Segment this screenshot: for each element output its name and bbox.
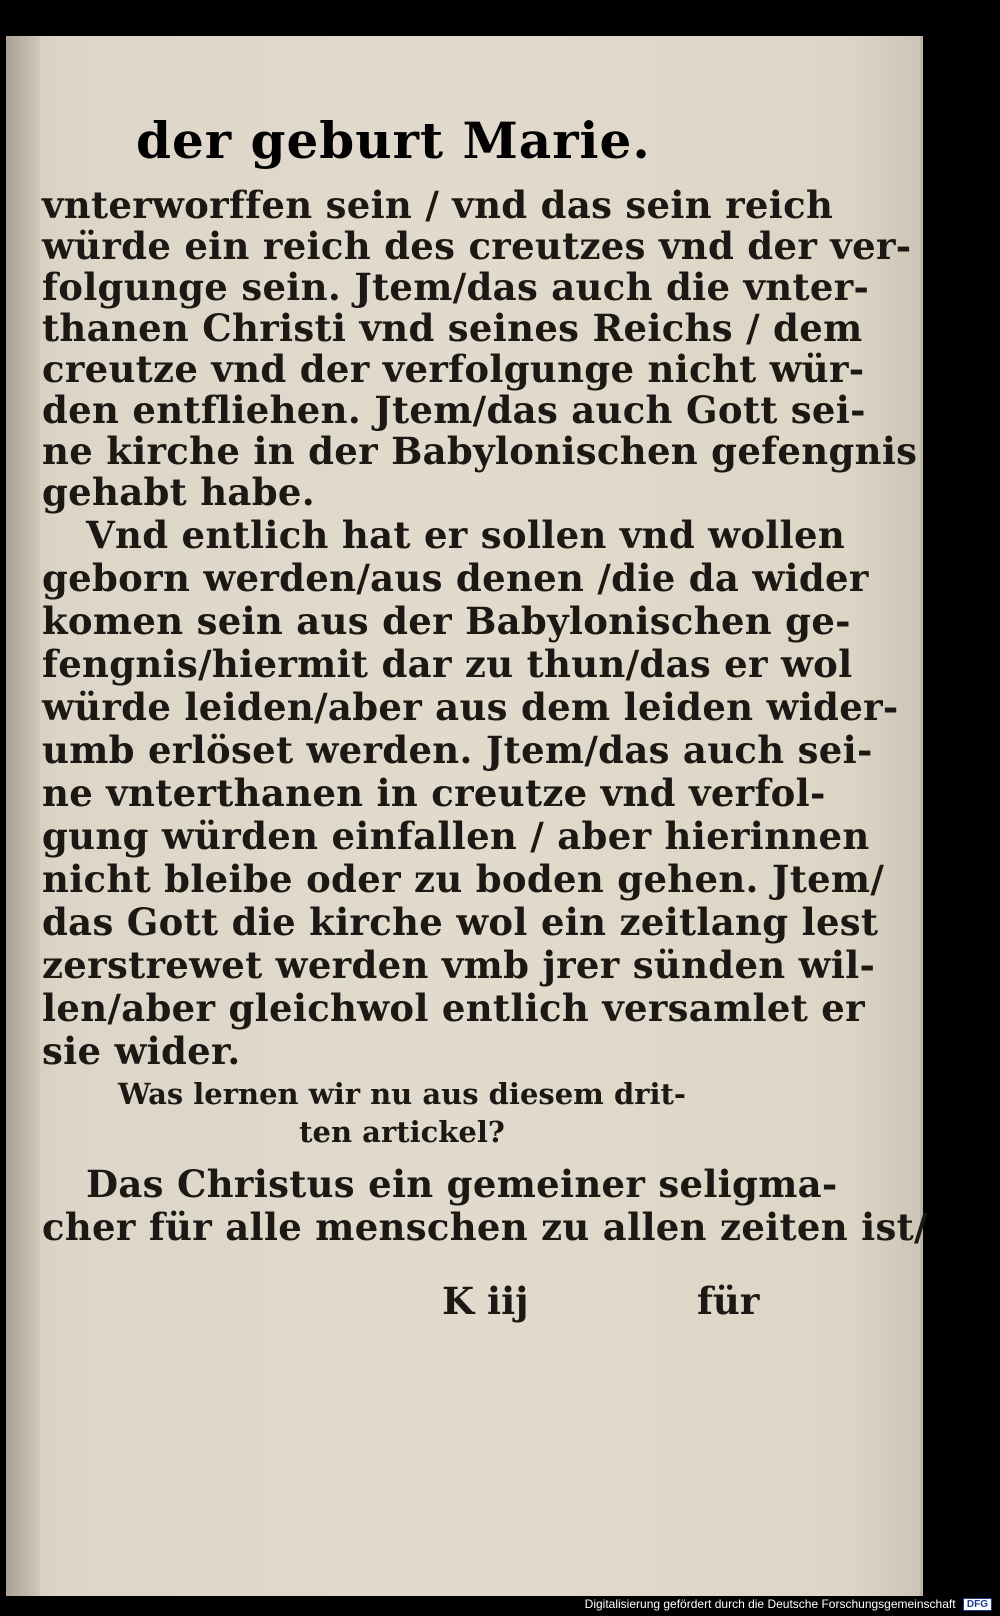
text-line: den entfliehen. Jtem/das auch Gott sei- xyxy=(42,388,866,432)
text-line: ne kirche in der Babylonischen gefengnis xyxy=(42,429,918,473)
running-title: der geburt Marie. xyxy=(136,111,651,170)
text-line: umb erlöset werden. Jtem/das auch sei- xyxy=(42,728,873,772)
text-line: cher für alle menschen zu allen zeiten ist/ xyxy=(42,1205,928,1249)
text-line: creutze vnd der verfolgunge nicht wür- xyxy=(42,347,865,391)
text-line: zerstrewet werden vmb jrer sünden wil- xyxy=(42,943,876,987)
text-line: nicht bleibe oder zu boden gehen. Jtem/ xyxy=(42,857,885,901)
text-line: len/aber gleichwol entlich versamlet er xyxy=(42,986,865,1030)
text-line: komen sein aus der Babylonischen ge- xyxy=(42,599,851,643)
text-line: Das Christus ein gemeiner seligma- xyxy=(86,1162,838,1206)
text-line: gung würden einfallen / aber hierinnen xyxy=(42,814,870,858)
text-line: vnterworffen sein / vnd das sein reich xyxy=(42,183,834,227)
text-line: das Gott die kirche wol ein zeitlang lest xyxy=(42,900,879,944)
text-line: würde ein reich des creutzes vnd der ver- xyxy=(42,224,912,268)
signature-mark: K iij xyxy=(442,1279,529,1323)
question-heading-line: ten artickel? xyxy=(299,1115,505,1149)
credit-text: Digitalisierung gefördert durch die Deutsche Forschungsgemeinschaft xyxy=(584,1597,956,1611)
text-line: ne vnterthanen in creutze vnd verfol- xyxy=(42,771,826,815)
dfg-logo: DFG xyxy=(963,1598,992,1611)
digitization-credit xyxy=(585,1597,992,1611)
text-line: sie wider. xyxy=(42,1029,241,1073)
text-line: thanen Christi vnd seines Reichs / dem xyxy=(42,306,863,350)
text-line: geborn werden/aus denen /die da wider xyxy=(42,556,869,600)
question-heading-line: Was lernen wir nu aus diesem drit- xyxy=(118,1077,686,1111)
text-line: fengnis/hiermit dar zu thun/das er wol xyxy=(42,642,853,686)
text-line: würde leiden/aber aus dem leiden wider- xyxy=(42,685,899,729)
text-line: Vnd entlich hat er sollen vnd wollen xyxy=(86,513,846,557)
catchword: für xyxy=(697,1279,760,1323)
text-line: folgunge sein. Jtem/das auch die vnter- xyxy=(42,265,870,309)
book-page xyxy=(6,36,928,1596)
page-gutter xyxy=(6,36,40,1596)
text-line: gehabt habe. xyxy=(42,470,315,514)
